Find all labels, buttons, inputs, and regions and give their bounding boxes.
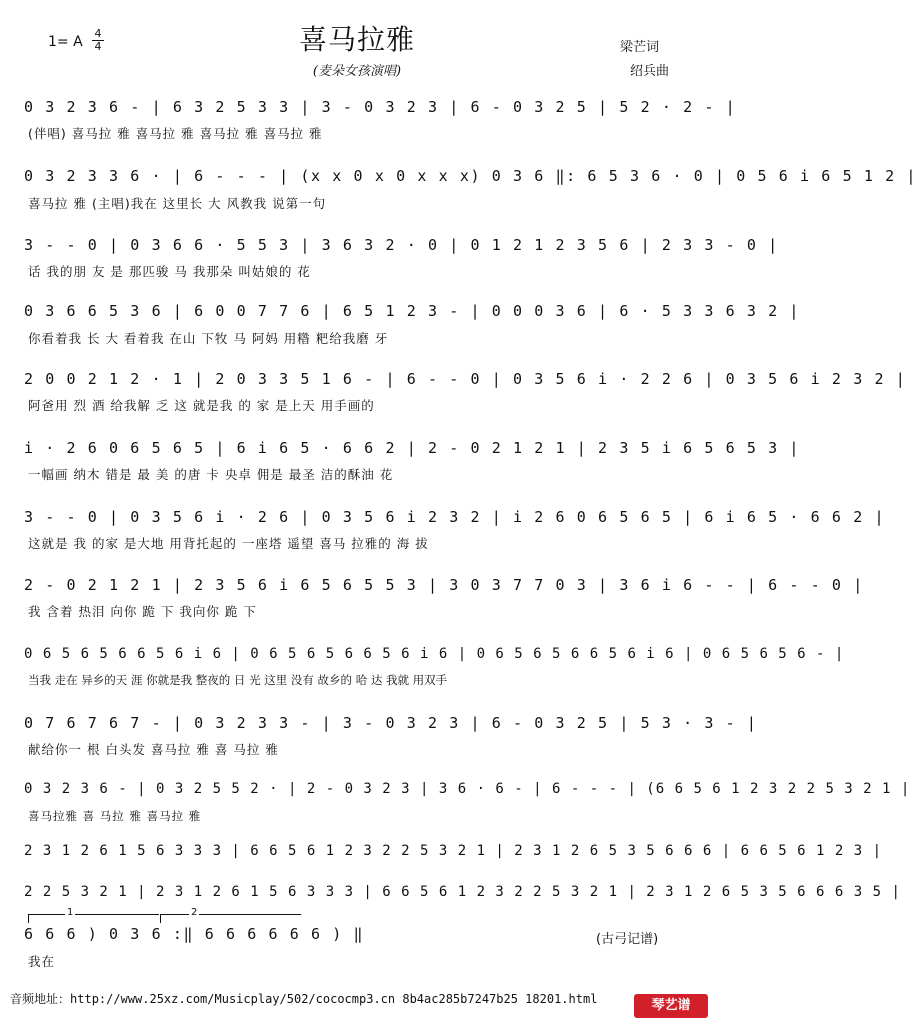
notes-row-5: 2 0 0 2 1 2 · 1 | 2 0 3 3 5 1 6 - | 6 - - 0 | 0 3 5 6 i · 2 2 6 | 0 3 5 6 i 2 3 2 |: [24, 370, 907, 388]
lyrics-row-1: (伴唱) 喜马拉 雅 喜马拉 雅 喜马拉 雅 喜马拉 雅: [28, 126, 323, 141]
lyrics-row-6: 一幅画 纳木 错是 最 美 的唐 卡 央卓 佣是 最圣 洁的酥油 花: [28, 467, 394, 482]
volta-number-2: 2: [191, 907, 198, 918]
notes-row-4: 0 3 6 6 5 3 6 | 6 0 0 7 7 6 | 6 5 1 2 3 - | 0 0 0 3 6 | 6 · 5 3 3 6 3 2 |: [24, 302, 801, 320]
lyrics-row-4: 你看着我 长 大 看着我 在山 下牧 马 阿妈 用糌 粑给我磨 牙: [28, 331, 389, 346]
notes-row-7: 3 - - 0 | 0 3 5 6 i · 2 6 | 0 3 5 6 i 2 3 2 | i 2 6 0 6 5 6 5 | 6 i 6 5 · 6 6 2 |: [24, 508, 886, 526]
volta-bracket-2: [160, 907, 301, 923]
notes-row-12: 2 3 1 2 6 1 5 6 3 3 3 | 6 6 5 6 1 2 3 2 2 5 3 2 1 | 2 3 1 2 6 5 3 5 6 6 6 | 6 6 5 6 1 2 3 |: [24, 843, 883, 859]
notes-row-8: 2 - 0 2 1 2 1 | 2 3 5 6 i 6 5 6 5 5 3 | 3 0 3 7 7 0 3 | 3 6 i 6 - - | 6 - - 0 |: [24, 576, 864, 594]
site-logo: 琴艺谱: [634, 994, 708, 1018]
singer-subtitle: (麦朵女孩演唱): [312, 64, 402, 79]
footer-url[interactable]: http://www.25xz.com/Musicplay/502/cococmp3.cn 8b4ac285b7247b25 18201.html: [70, 992, 598, 1006]
song-title: 喜马拉雅: [298, 23, 415, 56]
time-bottom: 4: [94, 40, 102, 53]
notes-row-10: 0 7 6 7 6 7 - | 0 3 2 3 3 - | 3 - 0 3 2 3 | 6 - 0 3 2 5 | 5 3 · 3 - |: [24, 714, 758, 732]
footer-label: 音频地址：: [10, 992, 71, 1006]
lyrics-row-5: 阿爸用 烈 酒 给我解 乏 这 就是我 的 家 是上天 用手画的: [28, 398, 375, 413]
lyrics-row-11: 喜马拉雅 喜 马拉 雅 喜马拉 雅: [28, 809, 202, 823]
volta-number-1: 1: [67, 907, 74, 918]
time-top: 4: [94, 27, 102, 40]
lyrics-row-7: 这就是 我 的家 是大地 用背托起的 一座塔 遥望 喜马 拉雅的 海 拔: [28, 536, 429, 551]
notes-row-3: 3 - - 0 | 0 3 6 6 · 5 5 3 | 3 6 3 2 · 0 | 0 1 2 1 2 3 5 6 | 2 3 3 - 0 |: [24, 236, 779, 254]
composer-credit: 绍兵曲: [630, 64, 670, 79]
transcriber-note: (古弓记谱): [596, 932, 659, 947]
lyrics-row-9: 当我 走在 异乡的天 涯 你就是我 整夜的 日 光 这里 没有 故乡的 哈 达 我就 用双手: [28, 673, 448, 687]
lyricist-credit: 梁芒词: [620, 40, 660, 55]
key-signature: 1= A: [48, 34, 83, 50]
time-signature: [92, 28, 104, 53]
lyrics-row-10: 献给你一 根 白头发 喜马拉 雅 喜 马拉 雅: [28, 742, 279, 757]
notes-row-2: 0 3 2 3 3 6 · | 6 - - - | (x x 0 x 0 x x x) 0 3 6 ‖: 6 5 3 6 · 0 | 0 5 6 i 6 5 1 2 |: [24, 167, 917, 185]
notes-row-6: i · 2 6 0 6 5 6 5 | 6 i 6 5 · 6 6 2 | 2 - 0 2 1 2 1 | 2 3 5 i 6 5 6 5 3 |: [24, 439, 801, 457]
lyrics-row-3: 话 我的朋 友 是 那匹骏 马 我那朵 叫姑娘的 花: [28, 264, 311, 279]
lyrics-row-14: 我在: [28, 954, 56, 969]
notes-row-11: 0 3 2 3 6 - | 0 3 2 5 5 2 · | 2 - 0 3 2 3 | 3 6 · 6 - | 6 - - - | (6 6 5 6 1 2 3 2 2 5 3 2 1 |: [24, 781, 911, 797]
notes-row-13: 2 2 5 3 2 1 | 2 3 1 2 6 1 5 6 3 3 3 | 6 6 5 6 1 2 3 2 2 5 3 2 1 | 2 3 1 2 6 5 3 5 6 6 6 3 5 |: [24, 884, 901, 900]
lyrics-row-2: 喜马拉 雅 (主唱)我在 这里长 大 风教我 说第一句: [28, 196, 327, 211]
notes-row-14: 6 6 6 ) 0 3 6 :‖ 6 6 6 6 6 6 ) ‖: [24, 925, 365, 943]
notes-row-9: 0 6 5 6 5 6 6 5 6 i 6 | 0 6 5 6 5 6 6 5 6 i 6 | 0 6 5 6 5 6 6 5 6 i 6 | 0 6 5 6 5 6 - |: [24, 646, 845, 662]
lyrics-row-8: 我 含着 热泪 向你 跪 下 我向你 跪 下: [28, 604, 257, 619]
notes-row-1: 0 3 2 3 6 - | 6 3 2 5 3 3 | 3 - 0 3 2 3 | 6 - 0 3 2 5 | 5 2 · 2 - |: [24, 98, 737, 116]
volta-bracket-1: [28, 907, 159, 923]
footer-audio-link[interactable]: [10, 990, 597, 1007]
